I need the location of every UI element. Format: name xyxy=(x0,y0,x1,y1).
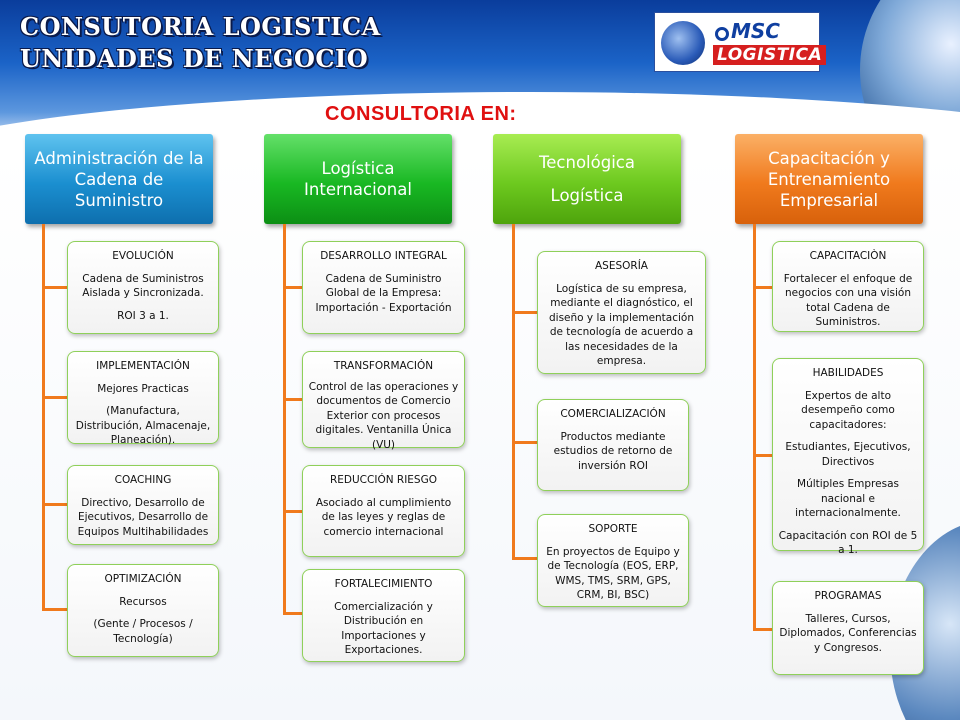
connector-branch xyxy=(283,398,302,401)
item-text: Directivo, Desarrollo de Ejecutivos, Desarrollo de Equipos Multihabilidades xyxy=(77,496,209,538)
item-title: IMPLEMENTACIÓN xyxy=(96,360,190,372)
item-text: Logística de su empresa, mediante el diagnóstico, el diseño y la implementación de tecnología de acuerdo a las necesidades de la empresa. xyxy=(548,282,695,367)
item-text: Talleres, Cursos, Diplomados, Conferencias y Congresos. xyxy=(779,612,917,654)
connector-branch xyxy=(753,628,772,631)
logo-ring-icon xyxy=(715,27,729,41)
item-text: (Gente / Procesos / Tecnología) xyxy=(93,618,193,645)
item-text: Mejores Practicas xyxy=(97,382,189,395)
connector-branch xyxy=(42,396,67,399)
logo-globe-icon xyxy=(661,21,705,65)
connector-branch xyxy=(753,454,772,457)
connector-trunk-col3 xyxy=(512,224,515,559)
connector-trunk-col4 xyxy=(753,224,756,630)
item-text: (Manufactura, Distribución, Almacenaje, Planeación). xyxy=(75,405,211,446)
item-title: OPTIMIZACIÓN xyxy=(104,573,182,585)
connector-branch xyxy=(42,608,67,611)
item-title: COACHING xyxy=(114,474,172,486)
item-box-habilidades xyxy=(772,358,924,556)
item-box-coaching xyxy=(67,465,219,545)
connector-branch xyxy=(283,510,302,513)
item-text: Capacitación con ROI de 5 a 1. xyxy=(778,529,918,556)
column-header-cadena-suministro: Administración de la Cadena de Suministro xyxy=(25,134,213,224)
item-text: Control de las operaciones y documentos de Comercio Exterior con procesos digitales. Ventanilla Única (VU) xyxy=(308,380,459,451)
item-text: Fortalecer el enfoque de negocios con una visión total Cadena de Suministros. xyxy=(783,272,913,328)
connector-branch xyxy=(512,557,537,560)
connector-branch xyxy=(753,286,772,289)
msc-logistica-logo xyxy=(654,12,823,72)
logo-msc-text: MSC xyxy=(731,19,780,43)
item-box-implementacion xyxy=(67,351,219,444)
item-text: Expertos de alto desempeño como capacitadores: xyxy=(801,389,895,431)
item-text: Productos mediante estudios de retorno de inversión ROI xyxy=(553,430,673,472)
item-text: Recursos xyxy=(119,595,167,608)
section-subtitle: CONSULTORIA EN: xyxy=(325,103,517,125)
connector-branch xyxy=(512,441,537,444)
item-box-fortalecimiento xyxy=(302,569,465,662)
connector-trunk-col1 xyxy=(42,224,45,610)
item-text: Estudiantes, Ejecutivos, Directivos xyxy=(785,441,911,468)
item-text: Cadena de Suministros Aislada y Sincronizada. xyxy=(82,272,204,299)
connector-branch xyxy=(283,286,302,289)
item-title: CAPACITACIÒN xyxy=(809,250,887,262)
item-title: HABILIDADES xyxy=(812,367,884,379)
logo-logistica-text: LOGISTICA xyxy=(713,45,826,65)
item-title: ASESORÍA xyxy=(595,260,648,272)
column-header-capacitacion: Capacitación y Entrenamiento Empresarial xyxy=(735,134,923,224)
item-box-comercializacion xyxy=(537,399,689,491)
item-box-reduccion-riesgo xyxy=(302,465,465,557)
item-title: REDUCCIÓN RIESGO xyxy=(329,474,437,486)
connector-trunk-col2 xyxy=(283,224,286,614)
item-title: DESARROLLO INTEGRAL xyxy=(320,250,447,262)
item-title: COMERCIALIZACIÓN xyxy=(560,408,666,420)
page-title-line1: CONSUTORIA LOGISTICA xyxy=(20,12,381,41)
connector-branch xyxy=(42,503,67,506)
connector-branch xyxy=(283,612,302,615)
item-box-optimizacion xyxy=(67,564,219,657)
item-text: Cadena de Suministro Global de la Empresa: Importación - Exportación xyxy=(315,272,452,314)
column-header-tecnologica-logistica xyxy=(493,134,681,224)
item-box-programas xyxy=(772,581,924,675)
page-title-line2: UNIDADES DE NEGOCIO xyxy=(20,44,369,73)
item-box-capacitacion xyxy=(772,241,924,332)
item-text: ROI 3 a 1. xyxy=(117,309,169,322)
item-box-evolucion xyxy=(67,241,219,334)
item-text: En proyectos de Equipo y de Tecnología (EOS, ERP, WMS, TMS, SRM, GPS, CRM, BI, BSC) xyxy=(546,545,680,601)
item-box-transformacion xyxy=(302,351,465,451)
item-box-soporte xyxy=(537,514,689,607)
item-title: TRANSFORMACIÓN xyxy=(333,360,434,372)
connector-branch xyxy=(42,286,67,289)
item-box-asesoria xyxy=(537,251,706,374)
item-text: Comercialización y Distribución en Importaciones y Exportaciones. xyxy=(334,600,433,656)
item-title: SOPORTE xyxy=(588,523,638,535)
column-header-line2: Logística xyxy=(550,186,624,205)
item-title: PROGRAMAS xyxy=(814,590,882,602)
connector-branch xyxy=(512,311,537,314)
item-title: FORTALECIMIENTO xyxy=(334,578,433,590)
item-text: Asociado al cumplimiento de las leyes y reglas de comercio internacional xyxy=(315,496,452,538)
column-header-logistica-internacional: Logística Internacional xyxy=(264,134,452,224)
item-text: Múltiples Empresas nacional e internacionalmente. xyxy=(795,478,901,519)
item-box-desarrollo-integral xyxy=(302,241,465,334)
column-header-line1: Tecnológica xyxy=(539,153,635,172)
item-title: EVOLUCIÓN xyxy=(112,250,174,262)
